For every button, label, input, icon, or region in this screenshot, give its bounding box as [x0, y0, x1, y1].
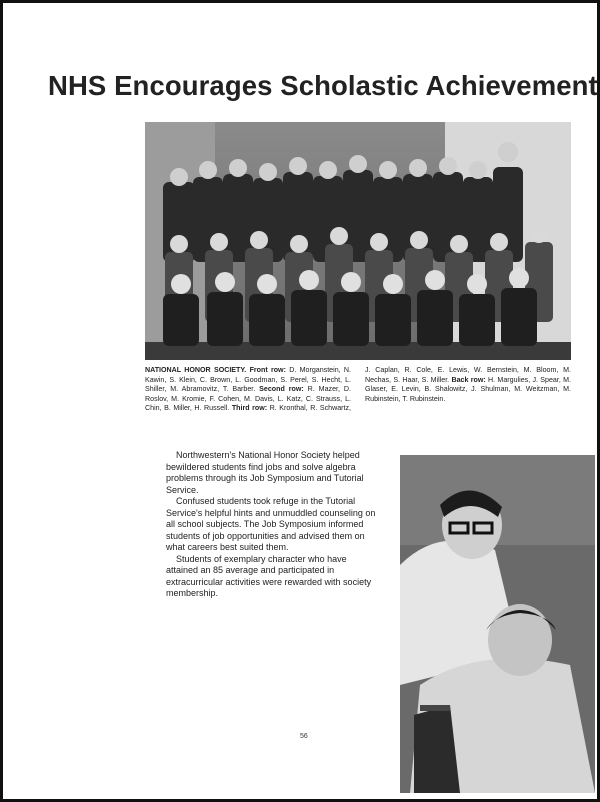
body-paragraph-1: Northwestern's National Honor Society helped bewildered students find jobs and solve algebra problems through its Job Symposium and Tutorial Service. — [166, 450, 364, 495]
body-paragraph-3: Students of exemplary character who have attained an 85 average and participated in extracurricular activities were rewarded with society membership. — [166, 553, 372, 598]
body-paragraph-2: Confused students took refuge in the Tutorial Service's helpful hints and unmuddled counseling on all school subjects. The Job Symposium informed students of job opportunities and advised them on what careers best suited them. — [166, 496, 376, 552]
caption-back-names: H. Margulies, J. Spear, M. Glaser, E. Levin, B. Shalowitz, J. Shulman, M. Weitzman, M. Rubinstein, T. Rubinstein. — [365, 375, 572, 403]
caption-third-label: Third row: — [231, 404, 270, 412]
caption-lead: NATIONAL HONOR SOCIETY. — [145, 366, 250, 374]
caption-second-label: Second row: — [259, 385, 308, 393]
page-title: NHS Encourages Scholastic Achievement — [48, 70, 598, 101]
group-photo — [145, 122, 571, 360]
caption-second-names: R. Mazer, D. Roslov, M. Kromie, F. Cohen, M. Davis, L. Katz, C. Strauss, L. Chin, B. Miller, H. Russell. — [145, 385, 351, 412]
page-number: 56 — [300, 733, 308, 740]
caption-front-label: Front row: — [249, 366, 290, 374]
caption-front-names: D. Morganstein, N. Kawin, S. Klein, C. Brown, L. Goodman, S. Perel, S. Hecht, L. Shiller, M. Abramovitz, T. Barber. — [145, 366, 351, 393]
caption-back-label: Back row: — [451, 375, 489, 384]
article-body — [166, 450, 379, 600]
photo-caption — [145, 366, 571, 414]
caption-third-names: R. Kronthal, R. Schwartz, J. Caplan, R. Cole, E. Lewis, W. Bernstein, M. Bloom, M. Nechas, S. Haar, S. Miller. — [269, 366, 571, 412]
tutoring-photo — [400, 455, 595, 793]
